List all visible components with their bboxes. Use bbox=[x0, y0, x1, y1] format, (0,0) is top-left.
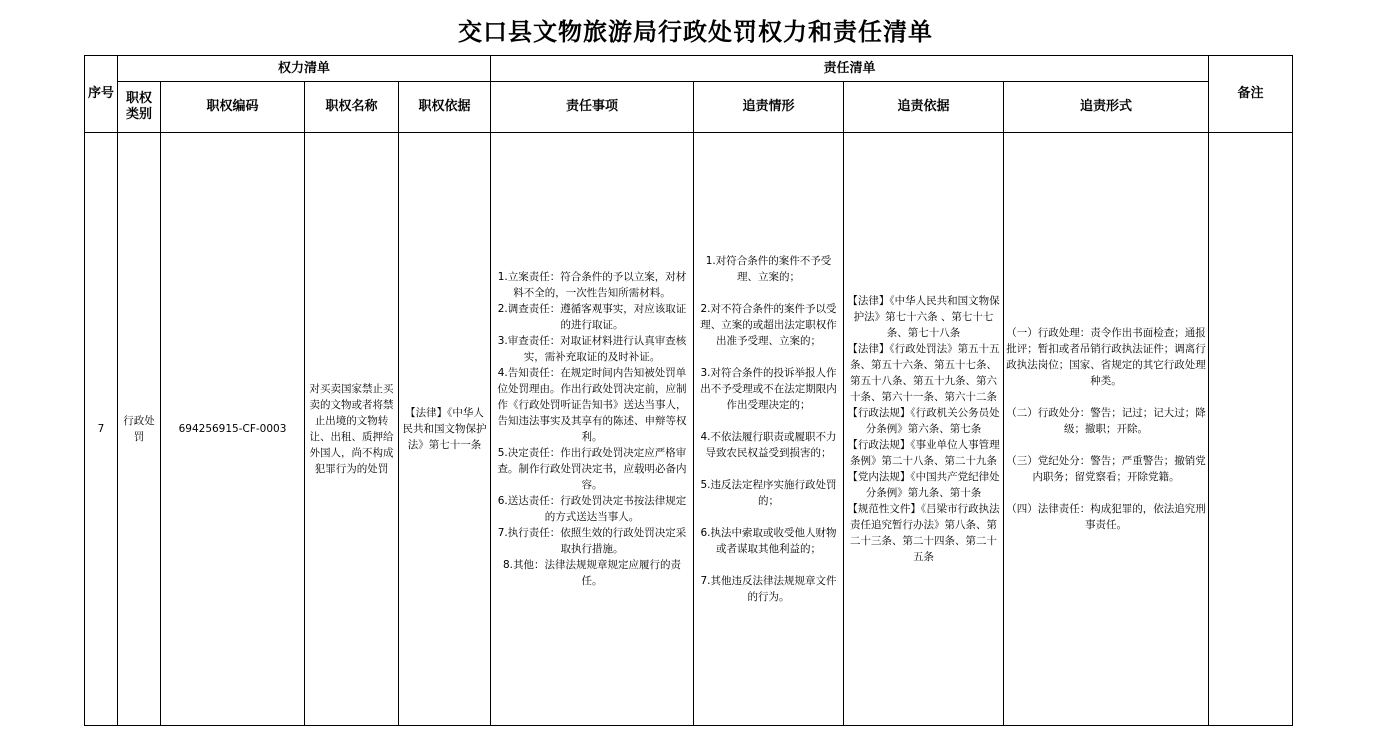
account-form: （一）行政处理：责令作出书面检查；通报批评；暂扣或者吊销行政执法证件；调离行政执法岗位；国家、省规定的其它行政处理种类。 bbox=[1006, 327, 1206, 387]
account-case: 4.不依法履行职责或履职不力导致农民权益受到损害的； bbox=[700, 431, 837, 459]
account-basis-item: 【行政法规】《行政机关公务员处分条例》第六条、第七条 bbox=[847, 407, 1000, 435]
account-basis-item: 【法律】《中华人民共和国文物保护法》第七十六条 、第七十七条、第七十八条 bbox=[847, 295, 1000, 339]
cell-seq: 7 bbox=[85, 133, 118, 726]
resp-item: 1.立案责任：符合条件的予以立案，对材料不全的，一次性告知所需材料。 bbox=[497, 271, 687, 299]
header-category: 职权类别 bbox=[118, 82, 161, 133]
resp-item: 4.告知责任：在规定时间内告知被处罚单位处罚理由。作出行政处罚决定前，应制作《行政处罚听证告知书》送达当事人，告知违法事实及其享有的陈述、申辩等权利。 bbox=[497, 367, 687, 443]
account-form: （三）党纪处分：警告；严重警告；撤销党内职务；留党察看；开除党籍。 bbox=[1006, 455, 1206, 483]
account-case: 3.对符合条件的投诉举报人作出不予受理或不在法定期限内作出受理决定的； bbox=[700, 367, 837, 411]
power-responsibility-table bbox=[84, 55, 1293, 726]
header-account-forms: 追责形式 bbox=[1004, 82, 1209, 133]
account-case: 7.其他违反法律法规规章文件的行为。 bbox=[700, 575, 837, 603]
header-name: 职权名称 bbox=[305, 82, 399, 133]
account-form: （二）行政处分：警告；记过；记大过；降级；撤职；开除。 bbox=[1006, 407, 1206, 435]
header-account-cases: 追责情形 bbox=[694, 82, 844, 133]
cell-account-cases bbox=[694, 133, 844, 726]
account-case: 1.对符合条件的案件不予受理、立案的； bbox=[705, 255, 832, 283]
header-account-basis: 追责依据 bbox=[844, 82, 1004, 133]
cell-code: 694256915-CF-0003 bbox=[161, 133, 305, 726]
cell-remark bbox=[1209, 133, 1293, 726]
account-basis-item: 【行政法规】《事业单位人事管理条例》第二十八条、第二十九条 bbox=[847, 439, 1000, 467]
cell-name: 对买卖国家禁止买卖的文物或者将禁止出境的文物转让、出租、质押给外国人，尚不构成犯罪行为的处罚 bbox=[305, 133, 399, 726]
account-case: 6.执法中索取或收受他人财物或者谋取其他利益的； bbox=[700, 527, 837, 555]
account-basis-item: 【法律】《行政处罚法》第五十五条、第五十六条、第五十七条、第五十八条、第五十九条、第六十条、第六十一条、第六十二条 bbox=[847, 343, 1000, 403]
cell-category: 行政处罚 bbox=[118, 133, 161, 726]
account-case: 2.对不符合条件的案件予以受理、立案的或超出法定职权作出准予受理、立案的； bbox=[700, 303, 837, 347]
resp-item: 5.决定责任：作出行政处罚决定应严格审查。制作行政处罚决定书，应载明必备内容。 bbox=[497, 447, 687, 491]
header-code: 职权编码 bbox=[161, 82, 305, 133]
header-resp-items: 责任事项 bbox=[491, 82, 694, 133]
account-basis-item: 【党内法规】《中国共产党纪律处分条例》第九条、第十条 bbox=[847, 471, 1000, 499]
resp-item: 3.审查责任：对取证材料进行认真审查核实，需补充取证的及时补证。 bbox=[497, 335, 687, 363]
header-power-list: 权力清单 bbox=[118, 56, 491, 82]
cell-resp-items bbox=[491, 133, 694, 726]
account-basis-item: 【规范性文件】《吕梁市行政执法责任追究暂行办法》第八条、第二十三条、第二十四条、第二十五条 bbox=[847, 503, 1000, 563]
header-responsibility-list: 责任清单 bbox=[491, 56, 1209, 82]
account-case: 5.违反法定程序实施行政处罚的； bbox=[700, 479, 837, 507]
cell-account-basis bbox=[844, 133, 1004, 726]
page-title: 交口县文物旅游局行政处罚权力和责任清单 bbox=[458, 17, 933, 46]
account-form: （四）法律责任：构成犯罪的，依法追究刑事责任。 bbox=[1006, 503, 1206, 531]
resp-item: 6.送达责任：行政处罚决定书按法律规定的方式送达当事人。 bbox=[497, 495, 687, 523]
header-basis: 职权依据 bbox=[399, 82, 491, 133]
cell-account-forms bbox=[1004, 133, 1209, 726]
cell-basis: 【法律】《中华人民共和国文物保护法》第七十一条 bbox=[399, 133, 491, 726]
resp-item: 8.其他：法律法规规章规定应履行的责任。 bbox=[503, 559, 682, 587]
resp-item: 7.执行责任：依照生效的行政处罚决定采取执行措施。 bbox=[497, 527, 687, 555]
header-seq: 序号 bbox=[85, 56, 118, 133]
header-remark: 备注 bbox=[1209, 56, 1293, 133]
resp-item: 2.调查责任：遵循客观事实，对应该取证的进行取证。 bbox=[497, 303, 687, 331]
